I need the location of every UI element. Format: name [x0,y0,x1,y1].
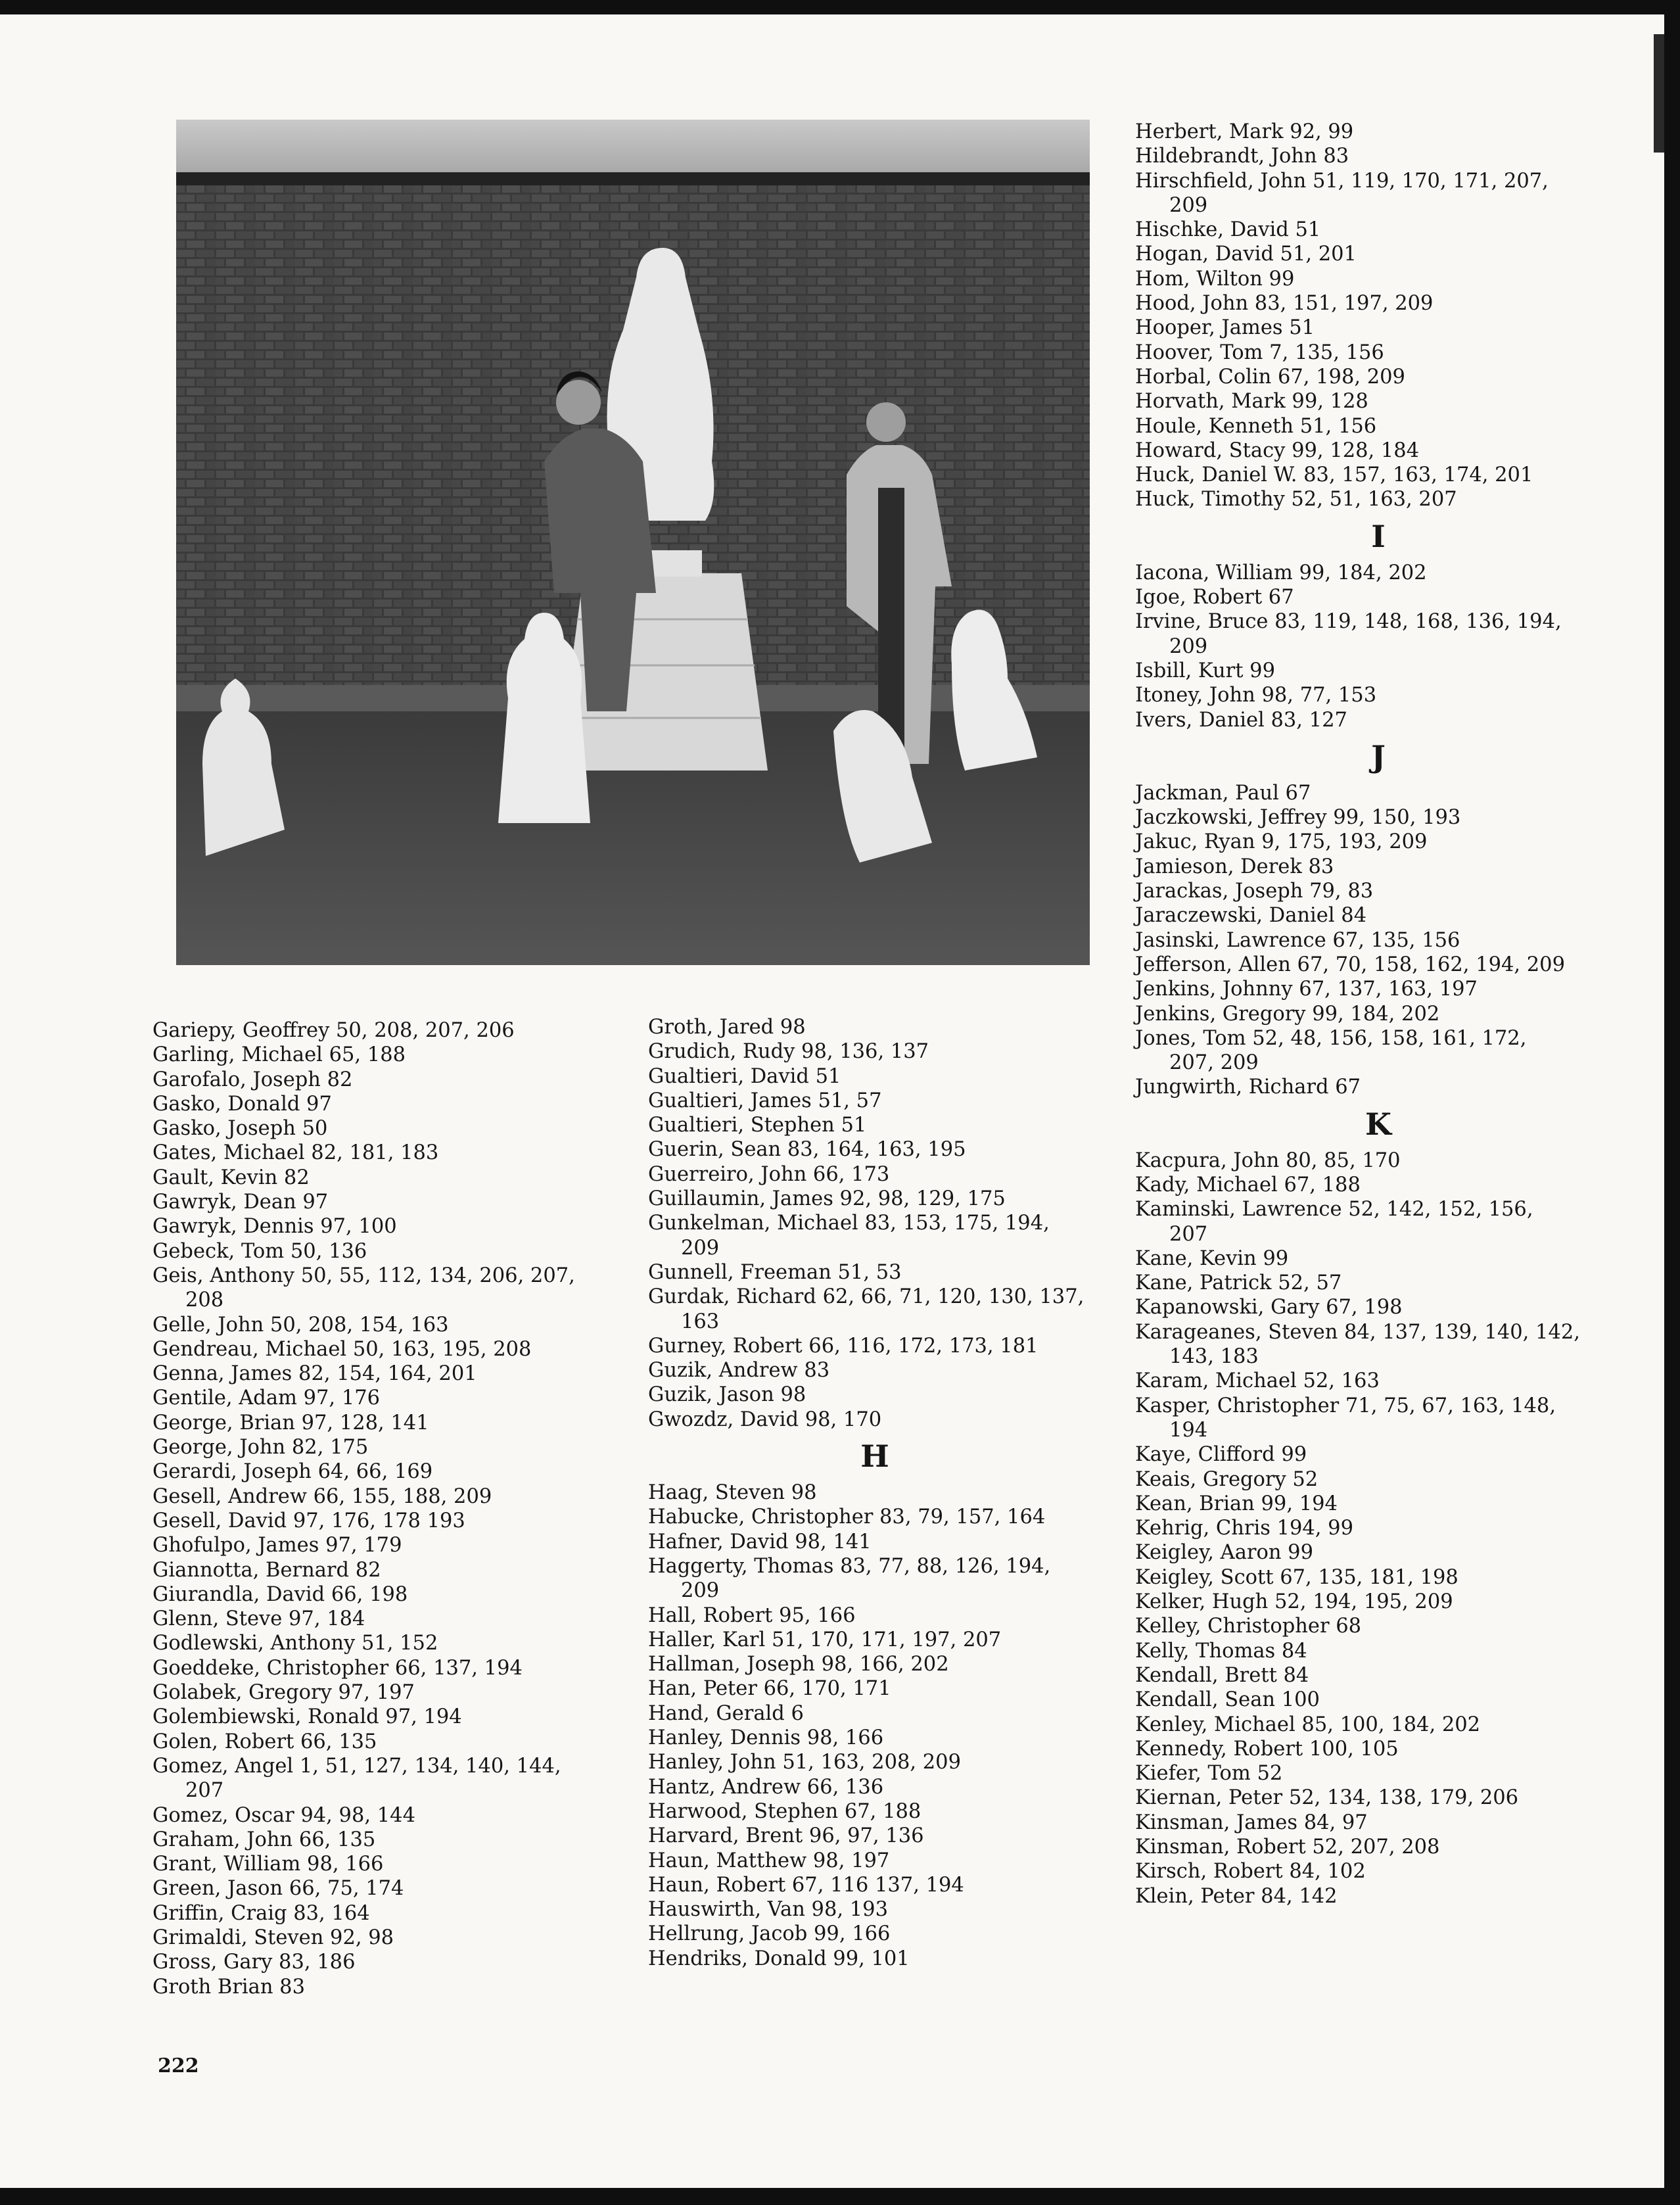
index-entry [1135,316,1622,340]
index-entry [1135,855,1622,879]
index-entry [152,1901,639,1926]
entry-name: Gesell, David 97, 176, 178 193 [152,1509,465,1532]
entry-name: Haggerty, Thomas 83, 77, 88, 126, 194, [648,1554,1051,1578]
entry-name: Guerin, Sean 83, 164, 163, 195 [648,1138,966,1162]
entry-name: Guzik, Jason 98 [648,1383,806,1407]
index-entry [1135,463,1622,487]
entry-continuation: 143, 183 [1169,1345,1259,1369]
index-entry [152,1214,639,1239]
index-entry [648,1726,1102,1750]
entry-name: Haag, Steven 98 [648,1481,817,1505]
entry-continuation: 207, 209 [1169,1051,1259,1075]
index-entry [152,1018,639,1043]
index-entry [152,1313,639,1337]
entry-name: Jungwirth, Richard 67 [1135,1076,1361,1099]
index-entry [1135,1394,1622,1443]
entry-name: Ivers, Daniel 83, 127 [1135,708,1347,732]
index-entry [1135,1271,1622,1295]
index-entry [1135,1859,1622,1884]
entry-name: Hand, Gerald 6 [648,1701,804,1725]
entry-name: Gault, Kevin 82 [152,1166,310,1189]
entry-name: Gunkelman, Michael 83, 153, 175, 194, [648,1212,1050,1235]
index-entry [1135,218,1622,242]
entry-name: Gawryk, Dean 97 [152,1191,329,1214]
entry-name: Keigley, Aaron 99 [1135,1541,1313,1565]
index-entry [1135,1737,1622,1761]
index-entry [1135,1688,1622,1712]
index-entry [1135,1197,1622,1246]
entry-name: Gelle, John 50, 208, 154, 163 [152,1313,449,1337]
index-entry [1135,1442,1622,1467]
entry-name: Hildebrandt, John 83 [1135,145,1349,168]
entry-name: Horvath, Mark 99, 128 [1135,390,1368,414]
index-entry [1135,1713,1622,1737]
index-entry [152,1068,639,1092]
index-entry [152,1116,639,1141]
entry-continuation: 209 [681,1579,720,1603]
entry-name: Golembiewski, Ronald 97, 194 [152,1705,462,1729]
index-entry [1135,781,1622,805]
index-entry [152,1190,639,1214]
index-entry [152,1239,639,1264]
entry-name: Gasko, Joseph 50 [152,1117,328,1141]
entry-name: Kendall, Brett 84 [1135,1663,1309,1687]
index-entry [1135,267,1622,291]
entry-name: Groth Brian 83 [152,1975,305,1999]
entry-name: Harwood, Stephen 67, 188 [648,1799,922,1823]
index-entry [648,1897,1102,1922]
index-entry [648,1775,1102,1799]
index-entry [1135,953,1622,977]
index-entry [648,1187,1102,1211]
entry-name: Haller, Karl 51, 170, 171, 197, 207 [648,1628,1002,1651]
index-entry [152,1876,639,1901]
index-entry [152,1043,639,1067]
index-entry [152,1607,639,1631]
entry-name: Kane, Kevin 99 [1135,1246,1289,1270]
entry-name: Harvard, Brent 96, 97, 136 [648,1824,924,1848]
index-entry [152,1166,639,1190]
entry-name: Hogan, David 51, 201 [1135,243,1357,266]
entry-name: Guerreiro, John 66, 173 [648,1162,890,1186]
index-entry [1135,830,1622,854]
index-entry [648,1530,1102,1554]
entry-name: Kelly, Thomas 84 [1135,1639,1307,1663]
entry-name: Jefferson, Allen 67, 70, 158, 162, 194, 209 [1135,953,1565,976]
index-entry [152,1803,639,1828]
entry-name: Irvine, Bruce 83, 119, 148, 168, 136, 194, [1135,610,1562,634]
entry-continuation: 207 [1169,1222,1208,1246]
index-entry [1135,1320,1622,1369]
index-entry [152,1631,639,1655]
section-letter: J [1371,738,1386,774]
entry-name: Horbal, Colin 67, 198, 209 [1135,365,1405,389]
index-entry [1135,144,1622,168]
index-column-1 [152,1018,639,1999]
entry-name: Graham, John 66, 135 [152,1828,376,1851]
index-entry [1135,708,1622,732]
index-entry [648,1676,1102,1701]
index-entry [152,1558,639,1582]
index-entry [1135,341,1622,365]
index-entry [648,1873,1102,1897]
entry-name: Iacona, William 99, 184, 202 [1135,561,1427,584]
entry-name: Godlewski, Anthony 51, 152 [152,1632,438,1655]
index-entry [648,1383,1102,1407]
entry-name: Jasinski, Lawrence 67, 135, 156 [1135,928,1460,952]
entry-name: Haun, Matthew 98, 197 [648,1849,890,1872]
entry-name: Gerardi, Joseph 64, 66, 169 [152,1460,433,1484]
index-entry [152,1264,639,1313]
entry-name: Kendall, Sean 100 [1135,1688,1320,1712]
index-entry [648,1285,1102,1334]
index-entry [648,1089,1102,1113]
entry-name: Garofalo, Joseph 82 [152,1068,353,1091]
index-entry [648,1603,1102,1628]
entry-name: Igoe, Robert 67 [1135,586,1294,609]
index-entry [1135,903,1622,928]
entry-name: Karageanes, Steven 84, 137, 139, 140, 142, [1135,1320,1580,1344]
index-entry [1135,609,1622,659]
index-entry [152,1975,639,1999]
index-entry [152,1852,639,1876]
entry-continuation: 209 [1169,193,1208,217]
entry-continuation: 207 [185,1779,224,1803]
entry-name: Kean, Brian 99, 194 [1135,1492,1338,1515]
index-entry [152,1754,639,1803]
entry-name: Kehrig, Chris 194, 99 [1135,1517,1353,1540]
index-entry [1135,120,1622,144]
index-entry [648,1481,1102,1505]
entry-name: Goeddeke, Christopher 66, 137, 194 [152,1656,523,1680]
index-entry [648,1358,1102,1383]
index-entry [1135,1075,1622,1099]
entry-name: Jones, Tom 52, 48, 156, 158, 161, 172, [1135,1026,1527,1050]
index-entry [152,1705,639,1729]
entry-name: Kennedy, Robert 100, 105 [1135,1737,1399,1761]
section-letter: H [860,1438,889,1475]
entry-name: Jaraczewski, Daniel 84 [1135,904,1367,928]
entry-name: Gualtieri, Stephen 51 [648,1114,867,1137]
entry-name: Gasko, Donald 97 [152,1092,332,1116]
index-entry [1135,1516,1622,1540]
index-column-2 [648,1015,1102,1971]
entry-name: Geis, Anthony 50, 55, 112, 134, 206, 207, [152,1264,575,1287]
entry-name: Hanley, John 51, 163, 208, 209 [648,1751,961,1774]
index-entry [1135,439,1622,463]
index-entry [648,1113,1102,1137]
index-entry [648,1922,1102,1946]
index-entry [1135,805,1622,830]
entry-name: Kapanowski, Gary 67, 198 [1135,1296,1403,1319]
entry-name: Gurney, Robert 66, 116, 172, 173, 181 [648,1334,1038,1358]
index-entry [648,1947,1102,1971]
entry-name: Huck, Daniel W. 83, 157, 163, 174, 201 [1135,463,1533,487]
entry-name: Gross, Gary 83, 186 [152,1951,356,1974]
entry-name: Hallman, Joseph 98, 166, 202 [648,1653,949,1676]
index-entry [152,1730,639,1754]
entry-name: Hendriks, Donald 99, 101 [648,1947,910,1970]
index-entry [1135,1884,1622,1909]
index-entry [1135,1173,1622,1197]
index-entry [152,1926,639,1950]
index-entry [152,1656,639,1680]
entry-name: Keigley, Scott 67, 135, 181, 198 [1135,1565,1458,1589]
index-entry [1135,1369,1622,1393]
entry-name: Jakuc, Ryan 9, 175, 193, 209 [1135,830,1428,854]
entry-name: Kelker, Hugh 52, 194, 195, 209 [1135,1590,1453,1614]
index-entry [1135,1663,1622,1688]
index-entry [1135,1149,1622,1173]
index-entry [1135,389,1622,414]
page-number: 222 [158,2054,199,2077]
index-entry [152,1950,639,1974]
entry-name: Kane, Patrick 52, 57 [1135,1271,1342,1295]
entry-continuation: 208 [185,1289,224,1312]
index-entry [152,1459,639,1484]
entry-name: Itoney, John 98, 77, 153 [1135,684,1377,707]
index-entry [152,1411,639,1435]
index-entry [648,1137,1102,1162]
index-entry [1135,1639,1622,1663]
entry-name: Guzik, Andrew 83 [648,1359,830,1383]
entry-name: Gwozdz, David 98, 170 [648,1408,882,1431]
index-entry [1135,487,1622,511]
entry-continuation: 194 [1169,1418,1208,1442]
entry-name: Gariepy, Geoffrey 50, 208, 207, 206 [152,1019,515,1042]
index-entry [648,1554,1102,1603]
index-entry [648,1039,1102,1064]
index-entry [1135,683,1622,707]
index-entry [648,1408,1102,1432]
section-letter: K [1365,1106,1391,1142]
index-entry [1135,1761,1622,1786]
entry-name: Gunnell, Freeman 51, 53 [648,1260,902,1284]
entry-name: Glenn, Steve 97, 184 [152,1607,365,1631]
index-entry [1135,414,1622,439]
entry-name: George, Brian 97, 128, 141 [152,1411,429,1434]
entry-name: Klein, Peter 84, 142 [1135,1884,1338,1908]
entry-name: Golabek, Gregory 97, 197 [152,1681,415,1705]
index-entry [648,1849,1102,1873]
index-entry [152,1828,639,1852]
entry-name: Kinsman, Robert 52, 207, 208 [1135,1836,1440,1859]
index-entry [1135,1786,1622,1810]
entry-name: Gebeck, Tom 50, 136 [152,1239,367,1263]
entry-name: Isbill, Kurt 99 [1135,659,1275,682]
entry-name: Green, Jason 66, 75, 174 [152,1877,404,1901]
index-entry [1135,1565,1622,1590]
entry-name: Herbert, Mark 92, 99 [1135,120,1354,143]
entry-name: Hafner, David 98, 141 [648,1530,872,1553]
entry-name: Hauswirth, Van 98, 193 [648,1898,888,1922]
index-entry [648,1334,1102,1358]
index-entry [648,1015,1102,1039]
entry-continuation: 209 [1169,634,1208,658]
index-entry [152,1509,639,1533]
statue-photo-icon [176,120,1090,965]
index-entry [648,1701,1102,1726]
index-entry [1135,1614,1622,1638]
index-entry [1135,291,1622,316]
entry-name: Jamieson, Derek 83 [1135,855,1334,878]
index-entry [1135,1811,1622,1835]
entry-continuation: 209 [681,1236,720,1260]
index-entry [1135,561,1622,585]
index-entry [152,1141,639,1165]
index-entry [152,1362,639,1386]
entry-name: Grimaldi, Steven 92, 98 [152,1926,394,1949]
entry-name: Houle, Kenneth 51, 156 [1135,414,1377,438]
index-entry [648,1750,1102,1774]
index-entry [152,1435,639,1459]
index-entry [1135,1492,1622,1516]
entry-name: Griffin, Craig 83, 164 [152,1901,370,1925]
entry-name: Jenkins, Gregory 99, 184, 202 [1135,1002,1440,1026]
index-entry [152,1484,639,1509]
index-entry [648,1260,1102,1285]
entry-name: Hall, Robert 95, 166 [648,1603,856,1627]
entry-name: Kinsman, James 84, 97 [1135,1811,1368,1834]
scan-edge-mark [1654,34,1664,153]
index-entry [152,1680,639,1705]
index-entry [648,1652,1102,1676]
index-entry [648,1505,1102,1529]
index-entry [1135,659,1622,683]
entry-name: Keais, Gregory 52 [1135,1467,1318,1491]
index-entry [648,1799,1102,1824]
entry-name: Kaminski, Lawrence 52, 142, 152, 156, [1135,1198,1533,1221]
entry-name: George, John 82, 175 [152,1436,369,1459]
entry-name: Huck, Timothy 52, 51, 163, 207 [1135,488,1457,511]
entry-name: Giannotta, Bernard 82 [152,1558,381,1582]
index-entry [152,1582,639,1607]
index-entry [1135,928,1622,953]
index-entry [152,1337,639,1362]
entry-name: Jackman, Paul 67 [1135,781,1311,805]
entry-name: Gurdak, Richard 62, 66, 71, 120, 130, 137, [648,1285,1085,1309]
index-entry [152,1092,639,1116]
entry-name: Gomez, Angel 1, 51, 127, 134, 140, 144, [152,1754,561,1778]
entry-name: Gomez, Oscar 94, 98, 144 [152,1803,415,1827]
entry-name: Hantz, Andrew 66, 136 [648,1775,884,1799]
entry-name: Kirsch, Robert 84, 102 [1135,1860,1366,1884]
index-entry [1135,1540,1622,1565]
entry-name: Jarackas, Joseph 79, 83 [1135,880,1374,903]
entry-name: Grudich, Rudy 98, 136, 137 [648,1040,929,1064]
entry-name: Guillaumin, James 92, 98, 129, 175 [648,1187,1006,1211]
entry-name: Giurandla, David 66, 198 [152,1582,408,1606]
index-entry [1135,585,1622,609]
index-entry [1135,1246,1622,1271]
index-entry [152,1533,639,1557]
entry-name: Gesell, Andrew 66, 155, 188, 209 [152,1484,492,1508]
entry-name: Kacpura, John 80, 85, 170 [1135,1149,1401,1172]
index-entry [1135,1295,1622,1319]
entry-name: Kasper, Christopher 71, 75, 67, 163, 148, [1135,1394,1556,1417]
entry-name: Gates, Michael 82, 181, 183 [152,1141,439,1165]
entry-name: Kiernan, Peter 52, 134, 138, 179, 206 [1135,1786,1519,1810]
index-entry [648,1824,1102,1848]
entry-name: Han, Peter 66, 170, 171 [648,1677,891,1701]
entry-name: Kiefer, Tom 52 [1135,1762,1283,1786]
entry-name: Hoover, Tom 7, 135, 156 [1135,341,1384,364]
index-entry [1135,1467,1622,1492]
entry-name: Gualtieri, David 51 [648,1064,841,1088]
entry-continuation: 163 [681,1310,720,1333]
entry-name: Haun, Robert 67, 116 137, 194 [648,1873,964,1897]
index-entry [648,1211,1102,1260]
entry-name: Gendreau, Michael 50, 163, 195, 208 [152,1337,532,1361]
index-entry [1135,1002,1622,1026]
entry-name: Hellrung, Jacob 99, 166 [648,1922,891,1946]
index-entry [1135,1835,1622,1859]
entry-name: Golen, Robert 66, 135 [152,1730,377,1753]
entry-name: Genna, James 82, 154, 164, 201 [152,1362,477,1386]
entry-name: Kaye, Clifford 99 [1135,1443,1307,1467]
entry-name: Jenkins, Johnny 67, 137, 163, 197 [1135,978,1478,1001]
entry-name: Karam, Michael 52, 163 [1135,1369,1380,1393]
entry-name: Howard, Stacy 99, 128, 184 [1135,439,1420,462]
entry-name: Hirschfield, John 51, 119, 170, 171, 207, [1135,169,1549,193]
index-entry [1135,977,1622,1001]
index-entry [648,1628,1102,1652]
entry-name: Grant, William 98, 166 [152,1853,384,1876]
index-entry [1135,1590,1622,1614]
index-entry [1135,1026,1622,1076]
index-column-3 [1135,120,1622,1909]
entry-name: Hischke, David 51 [1135,218,1321,242]
statue-photo [176,120,1090,965]
index-entry [152,1386,639,1410]
entry-name: Gentile, Adam 97, 176 [152,1387,381,1410]
entry-name: Habucke, Christopher 83, 79, 157, 164 [648,1506,1046,1529]
entry-name: Hooper, James 51 [1135,316,1315,340]
entry-name: Hom, Wilton 99 [1135,267,1295,291]
entry-name: Ghofulpo, James 97, 179 [152,1534,402,1557]
entry-name: Hanley, Dennis 98, 166 [648,1726,884,1750]
index-entry [1135,169,1622,218]
entry-name: Garling, Michael 65, 188 [152,1043,406,1067]
entry-name: Kelley, Christopher 68 [1135,1615,1362,1638]
entry-name: Gualtieri, James 51, 57 [648,1089,882,1112]
index-entry [648,1064,1102,1089]
index-entry [1135,242,1622,266]
entry-name: Groth, Jared 98 [648,1016,806,1039]
entry-name: Kenley, Michael 85, 100, 184, 202 [1135,1713,1481,1736]
index-entry [1135,879,1622,903]
index-entry [648,1162,1102,1187]
entry-name: Kady, Michael 67, 188 [1135,1173,1361,1197]
entry-name: Jaczkowski, Jeffrey 99, 150, 193 [1135,806,1461,830]
section-letter: I [1371,518,1386,554]
entry-name: Gawryk, Dennis 97, 100 [152,1215,397,1239]
index-entry [1135,365,1622,389]
entry-name: Hood, John 83, 151, 197, 209 [1135,292,1434,316]
